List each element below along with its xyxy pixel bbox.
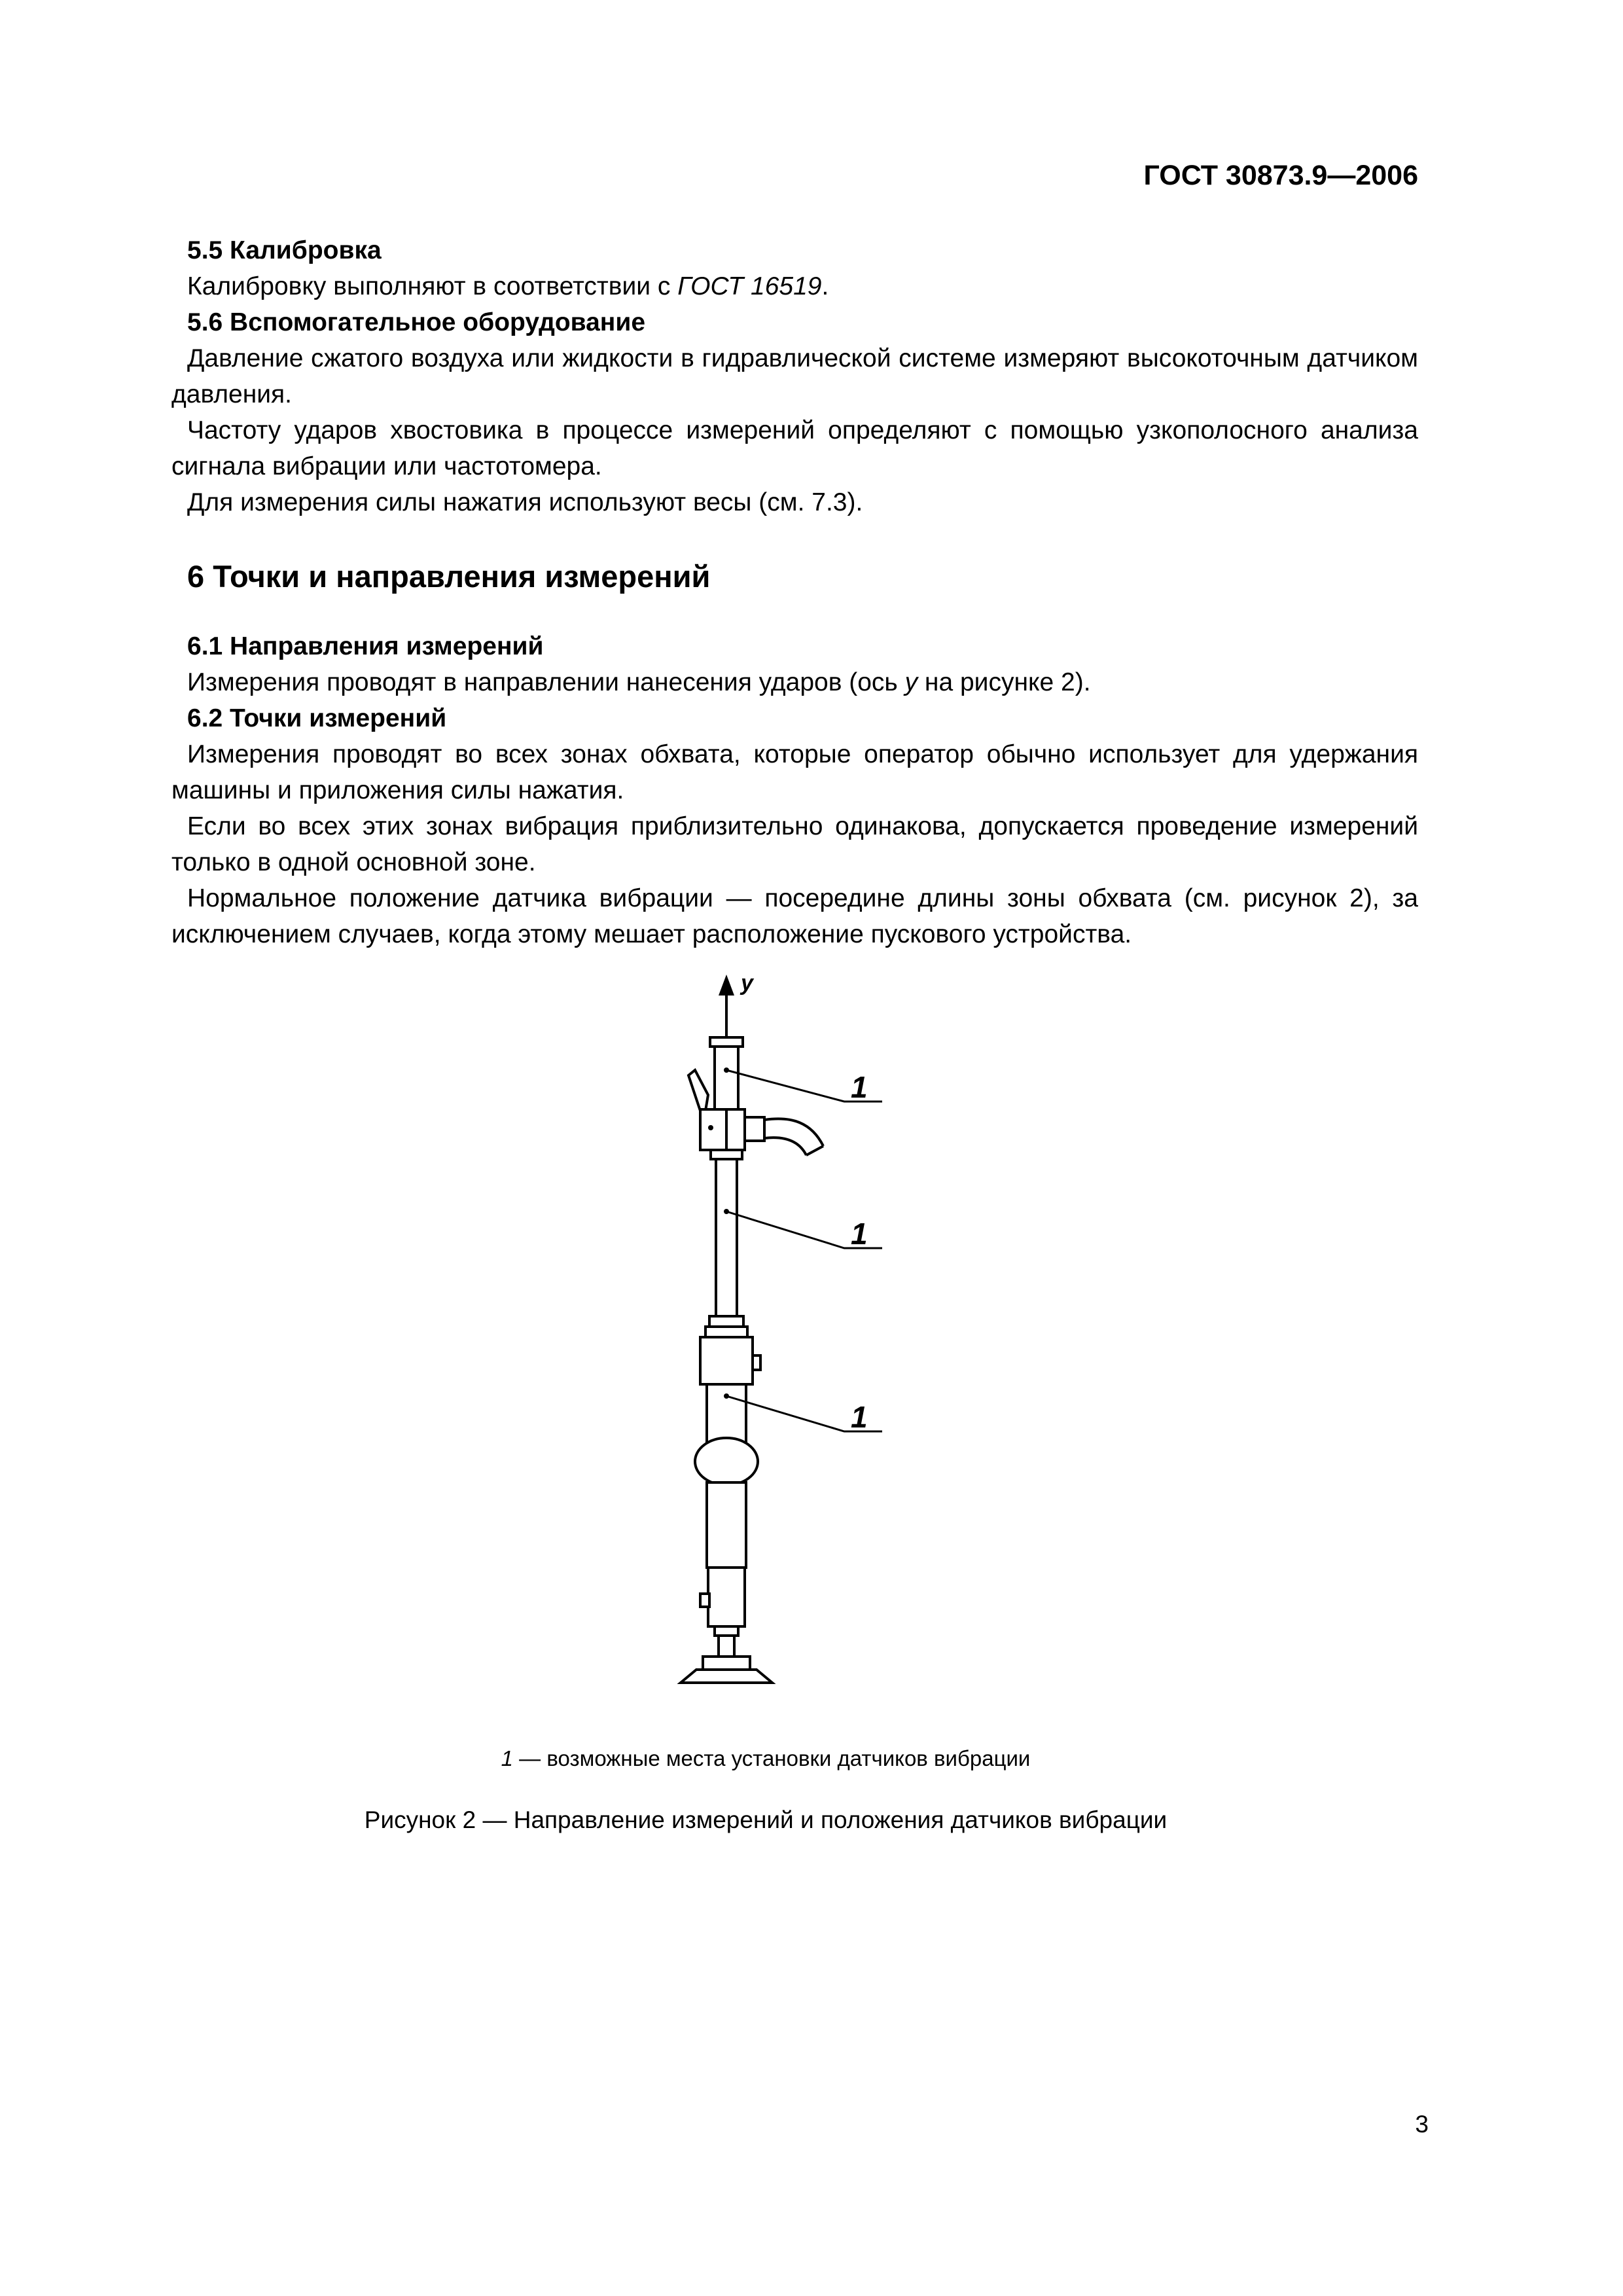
bottom-clip xyxy=(700,1594,709,1607)
standard-reference: ГОСТ 16519 xyxy=(677,272,822,300)
body-bottom xyxy=(708,1568,745,1626)
axis-reference: y xyxy=(904,668,918,696)
paragraph-5-6-1: Давление сжатого воздуха или жидкости в гидравлической системе измеряют высокоточным датчиком давления. xyxy=(171,344,1418,408)
hose-end xyxy=(806,1146,823,1155)
paragraph-6-1 xyxy=(171,664,1418,700)
body-bulge xyxy=(695,1438,758,1485)
body-upper xyxy=(700,1337,753,1384)
marker-label-1: 1 xyxy=(851,1070,868,1104)
side-clip xyxy=(753,1355,760,1370)
heading-6-1: 6.1 Направления измерений xyxy=(187,632,544,660)
long-rod xyxy=(716,1159,737,1316)
y-axis-arrowhead xyxy=(719,975,734,996)
text-6-1-before: Измерения проводят в направлении нанесения ударов (ось xyxy=(187,668,905,696)
paragraph-6-2-1: Измерения проводят во всех зонах обхвата, которые оператор обычно использует для удержания машины и приложения силы нажатия. xyxy=(171,740,1418,804)
neck xyxy=(719,1636,734,1657)
connector-ring-2 xyxy=(705,1327,747,1337)
top-cap xyxy=(710,1037,743,1047)
heading-5-6: 5.6 Вспомогательное оборудование xyxy=(187,308,646,336)
figure-caption: Рисунок 2 — Направление измерений и положения датчиков вибрации xyxy=(364,1806,1168,1833)
valve-block xyxy=(700,1109,745,1150)
paragraph-5-6-3: Для измерения силы нажатия используют весы (см. 7.3). xyxy=(187,488,863,516)
y-axis-label: y xyxy=(741,971,753,996)
foot-upper xyxy=(703,1657,750,1670)
heading-section-6: 6 Точки и направления измерений xyxy=(187,559,711,594)
marker-label-2: 1 xyxy=(851,1217,868,1251)
paragraph-5-5 xyxy=(171,268,1418,304)
heading-5-5: 5.5 Калибровка xyxy=(187,236,382,264)
upper-tube xyxy=(715,1047,738,1112)
text-6-1-after: на рисунке 2). xyxy=(918,668,1091,696)
collar xyxy=(711,1150,742,1159)
throttle-lever xyxy=(688,1070,708,1111)
document-header-id: ГОСТ 30873.9—2006 xyxy=(1143,160,1418,191)
text-5-5-before: Калибровку выполняют в соответствии с xyxy=(187,272,678,300)
valve-pivot-dot xyxy=(708,1125,713,1130)
body-middle xyxy=(707,1384,746,1443)
foot-plate xyxy=(681,1670,772,1683)
heading-6-2: 6.2 Точки измерений xyxy=(187,704,447,732)
body-lower xyxy=(707,1482,746,1568)
connector-ring-1 xyxy=(709,1316,743,1327)
neck-ring xyxy=(715,1626,738,1636)
legend-text: — возможные места установки датчиков вибрации xyxy=(513,1746,1031,1770)
legend-number: 1 xyxy=(501,1746,514,1770)
side-inlet xyxy=(745,1117,764,1141)
main-content xyxy=(171,232,1418,952)
paragraph-5-6-2: Частоту ударов хвостовика в процессе измерений определяют с помощью узкополосного анализа сигнала вибрации или частотомера. xyxy=(171,416,1418,480)
figure-2-drawing xyxy=(635,965,910,1738)
paragraph-6-2-3: Нормальное положение датчика вибрации — посередине длины зоны обхвата (см. рисунок 2), за исключением случаев, когда этому мешает расположение пускового устройства. xyxy=(171,884,1418,948)
figure-legend xyxy=(0,1746,1531,1771)
page-number: 3 xyxy=(1415,2111,1429,2138)
paragraph-6-2-2: Если во всех этих зонах вибрация приблизительно одинакова, допускается проведение измерений только в одной основной зоне. xyxy=(171,812,1418,876)
marker-label-3: 1 xyxy=(851,1400,868,1434)
text-5-5-after: . xyxy=(821,272,829,300)
